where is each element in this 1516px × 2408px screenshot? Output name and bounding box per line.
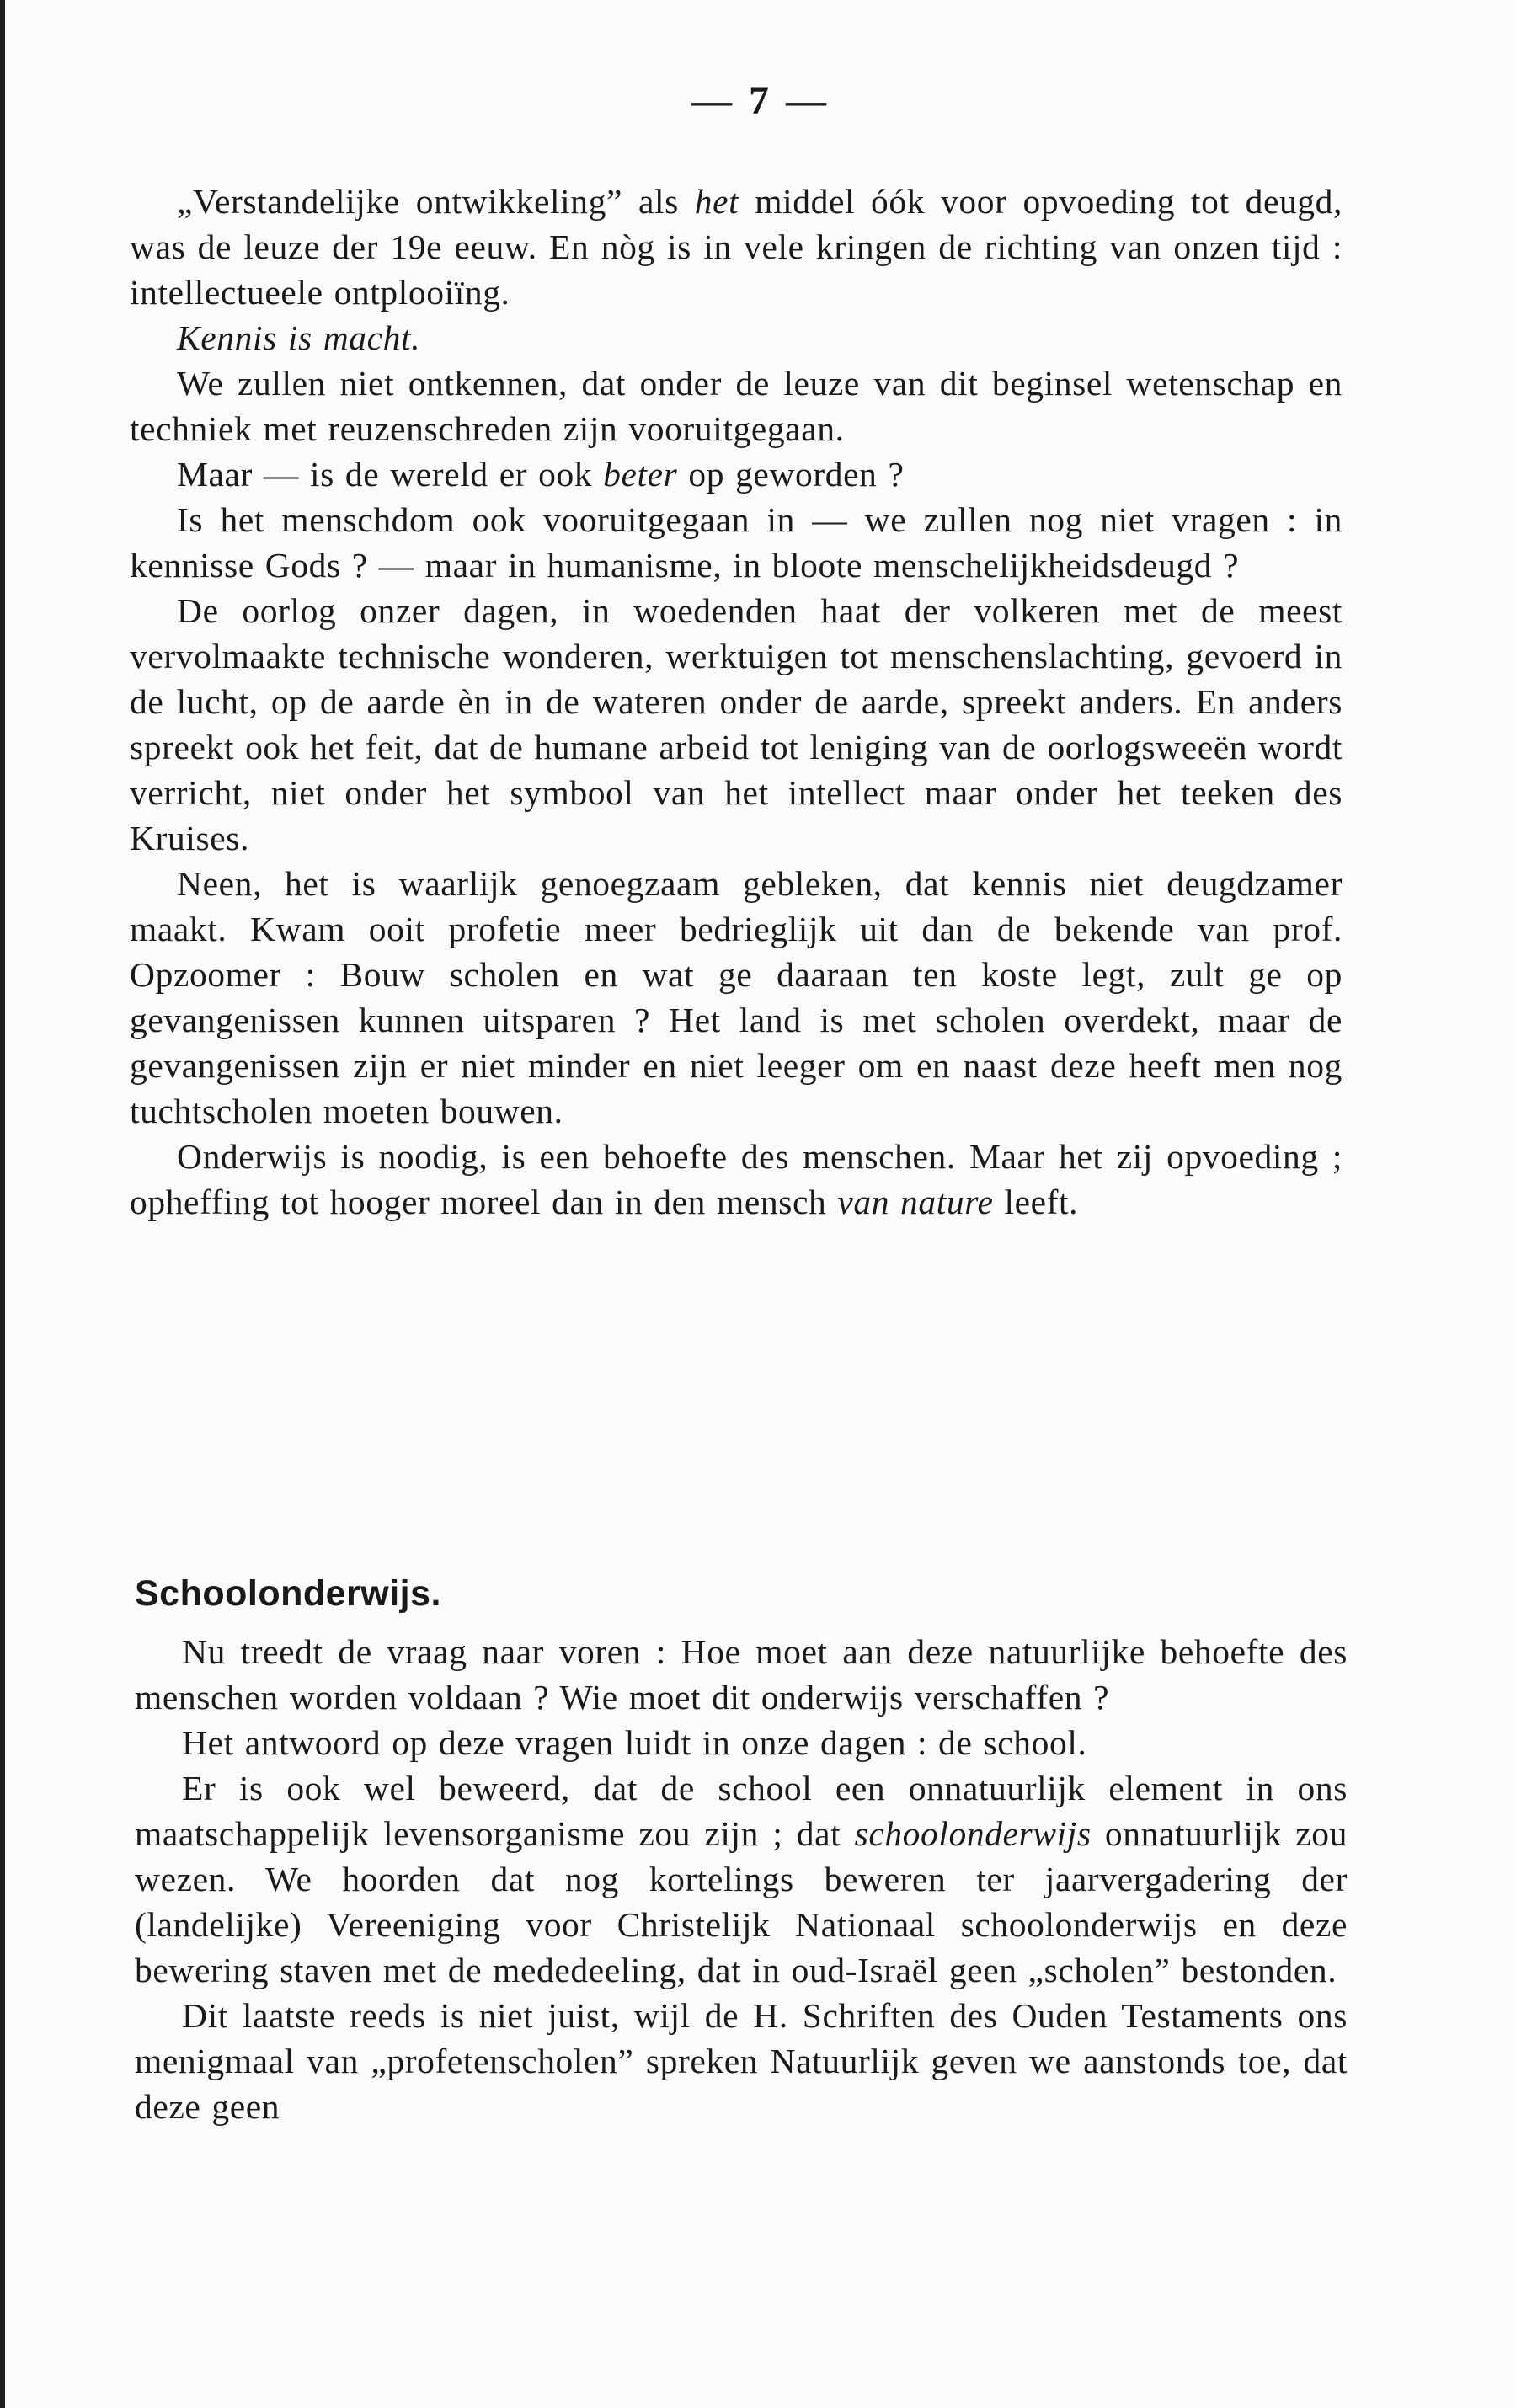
- page-number: — 7 —: [691, 78, 830, 123]
- italic-run: beter: [603, 455, 678, 494]
- paragraph: [130, 451, 1343, 497]
- body-text-section-1: [130, 179, 1343, 1225]
- text-run: Is het menschdom ook vooruitgegaan in — we zullen nog niet vragen : in kennisse Gods ? — maar in humanisme, in bloote menschelijkheidsdeugd ?: [130, 500, 1343, 585]
- paragraph: [130, 315, 1343, 360]
- italic-run: schoolonderwijs: [854, 1814, 1092, 1853]
- paragraph: [130, 1134, 1343, 1225]
- paragraph: [130, 497, 1343, 588]
- text-run: Nu treedt de vraag naar voren : Hoe moet aan deze natuurlijke behoefte des menschen worden voldaan ? Wie moet dit onderwijs verschaffen ?: [135, 1632, 1348, 1717]
- paragraph: [135, 1629, 1348, 1720]
- text-run: onnatuurlijk zou wezen. We hoorden dat nog kortelings beweren ter jaarvergadering der (landelijke) Vereeniging voor Christelijk Nationaal schoolonderwijs en deze bewering staven met de mededeeling, dat in oud-Israël geen „scholen” bestonden.: [135, 1814, 1348, 1989]
- text-run: op geworden ?: [677, 455, 905, 494]
- text-run: middel óók voor opvoeding tot deugd, was de leuze der 19e eeuw. En nòg is in vele kringen de richting van onzen tijd : intellectueele ontplooiïng.: [130, 182, 1343, 312]
- text-run: Neen, het is waarlijk genoegzaam gebleken, dat kennis niet deugdzamer maakt. Kwam ooit profetie meer bedrieglijk uit dan de bekende van prof. Opzoomer : Bouw scholen en wat ge daaraan ten koste legt, zult ge op gevangenissen kunnen uitsparen ? Het land is met scholen overdekt, maar de gevangenissen zijn er niet minder en niet leeger om en naast deze heeft men nog tuchtscholen moeten bouwen.: [130, 864, 1343, 1130]
- paragraph: [130, 861, 1343, 1134]
- text-run: „Verstandelijke ontwikkeling” als: [177, 182, 695, 221]
- text-run: Dit laatste reeds is niet juist, wijl de H. Schriften des Ouden Testaments ons menigmaal van „profetenscholen” spreken Natuurlijk geven we aanstonds toe, dat deze geen: [135, 1996, 1348, 2126]
- paragraph: [135, 1993, 1348, 2129]
- paragraph: [135, 1765, 1348, 1993]
- paragraph: [130, 588, 1343, 861]
- text-run: De oorlog onzer dagen, in woedenden haat der volkeren met de meest vervolmaakte technische wonderen, werktuigen tot menschenslachting, gevoerd in de lucht, op de aarde èn in de wateren onder de aarde, spreekt anders. En anders spreekt ook het feit, dat de humane arbeid tot leniging van de oorlogsweeën wordt verricht, niet onder het symbool van het intellect maar onder het teeken des Kruises.: [130, 591, 1343, 857]
- paragraph: [130, 179, 1343, 315]
- text-run: leeft.: [993, 1183, 1079, 1221]
- text-run: Maar — is de wereld er ook: [177, 455, 604, 494]
- text-run: Onderwijs is noodig, is een behoefte des menschen. Maar het zij opvoeding ; opheffing tot hooger moreel dan in den mensch: [130, 1137, 1343, 1221]
- text-run: We zullen niet ontkennen, dat onder de leuze van dit beginsel wetenschap en techniek met reuzenschreden zijn vooruitgegaan.: [130, 364, 1343, 448]
- paragraph: [135, 1720, 1348, 1765]
- section-heading: Schoolonderwijs.: [135, 1573, 441, 1614]
- text-run: Er is ook wel beweerd, dat de school een onnatuurlijk element in ons maatschappelijk levensorganisme zou zijn ; dat: [135, 1769, 1348, 1853]
- text-run: Het antwoord op deze vragen luidt in onze dagen : de school.: [182, 1723, 1087, 1762]
- italic-run: Kennis is macht.: [177, 318, 421, 357]
- italic-run: van nature: [837, 1183, 994, 1221]
- paragraph: [130, 360, 1343, 451]
- body-text-section-2: [135, 1629, 1348, 2129]
- italic-run: het: [694, 182, 739, 221]
